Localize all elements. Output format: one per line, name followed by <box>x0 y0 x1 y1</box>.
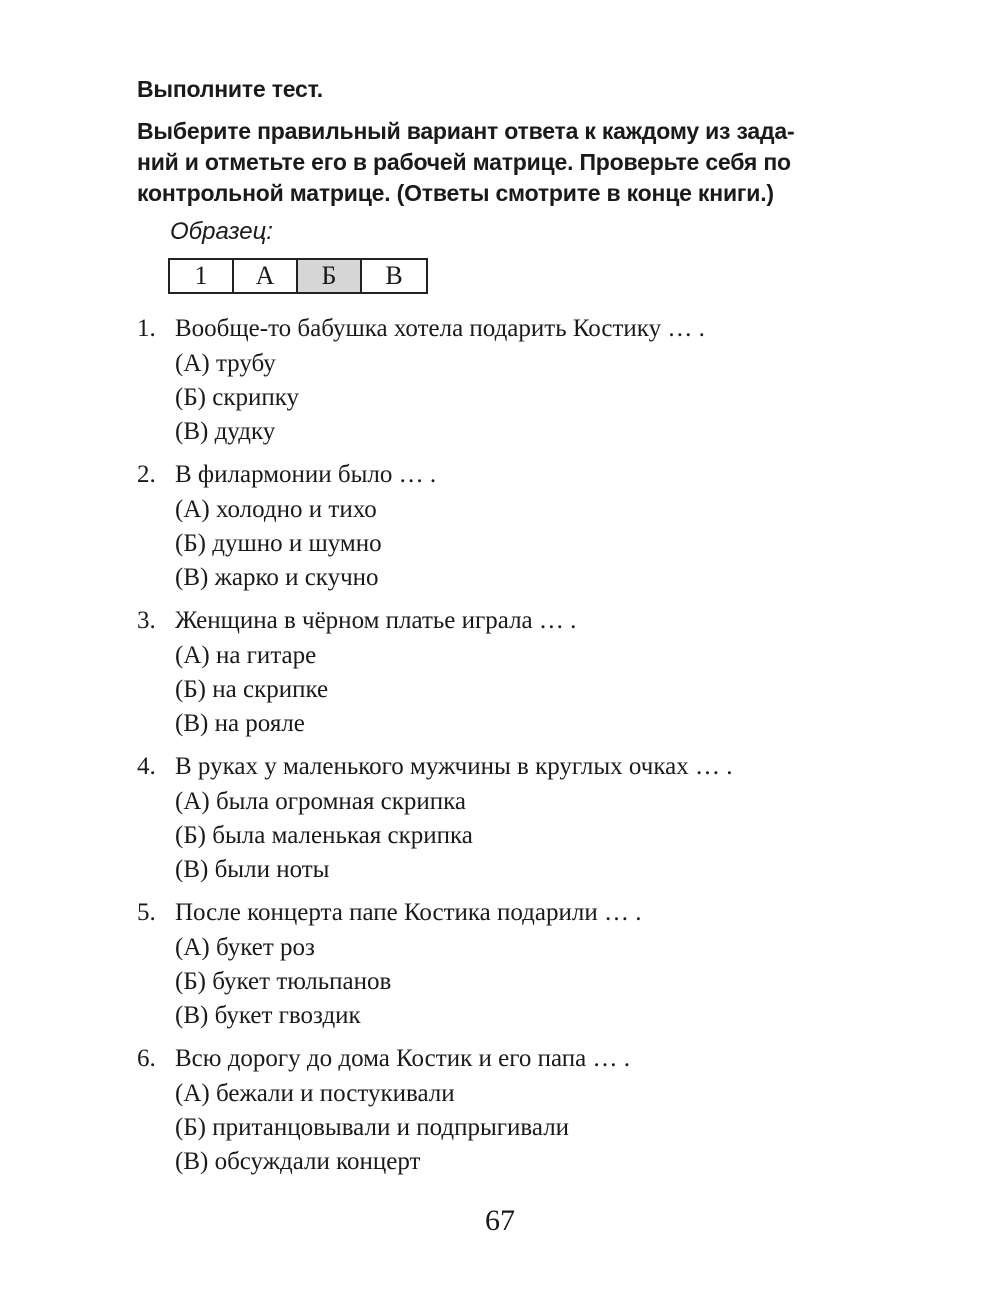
question-text: Женщина в чёрном платье играла … . <box>175 607 577 634</box>
question-number: 5. <box>137 899 156 926</box>
instructions-body <box>137 116 877 209</box>
question-line <box>137 1040 897 1077</box>
answer-option: (Б) на скрипке <box>175 676 329 703</box>
answer-options <box>137 785 897 887</box>
answer-option: (Б) душно и шумно <box>175 530 382 557</box>
answer-option: (А) трубу <box>175 350 276 377</box>
question-line <box>137 602 897 639</box>
answer-option: (Б) пританцовывали и подпрыгивали <box>175 1114 570 1141</box>
instructions-line: контрольной матрице. (Ответы смотрите в конце книги.) <box>137 180 774 206</box>
answer-option: (А) на гитаре <box>175 642 317 669</box>
answer-options <box>137 931 897 1033</box>
question-text: В филармонии было … . <box>175 461 437 488</box>
answer-option: (А) холодно и тихо <box>175 496 377 523</box>
answer-option: (В) букет гвоздик <box>175 1002 361 1029</box>
answer-option: (В) дудку <box>175 418 276 445</box>
instructions <box>137 72 877 209</box>
question-text: Всю дорогу до дома Костик и его папа … . <box>175 1045 630 1072</box>
question-number: 2. <box>137 461 156 488</box>
sample-cell-b: Б <box>298 260 362 292</box>
sample-cell-v: В <box>385 261 403 290</box>
sample-matrix <box>168 258 428 294</box>
question-number: 3. <box>137 607 156 634</box>
sample-cell-a: А <box>234 260 298 292</box>
instructions-title: Выполните тест. <box>137 76 323 102</box>
answer-option: (В) были ноты <box>175 856 330 883</box>
question <box>137 894 897 1033</box>
question-text: После концерта папе Костика подарили … . <box>175 899 642 926</box>
question-line <box>137 748 897 785</box>
question <box>137 602 897 741</box>
question-line <box>137 456 897 493</box>
answer-options <box>137 493 897 595</box>
question-number: 4. <box>137 753 156 780</box>
sample-cell-number: 1 <box>170 260 234 292</box>
answer-option: (Б) букет тюльпанов <box>175 968 392 995</box>
question-line <box>137 894 897 931</box>
answer-options <box>137 1077 897 1179</box>
answer-option: (В) жарко и скучно <box>175 564 379 591</box>
answer-option: (В) на рояле <box>175 710 305 737</box>
answer-option: (А) бежали и постукивали <box>175 1080 455 1107</box>
question-number: 1. <box>137 315 156 342</box>
instructions-line: ний и отметьте его в рабочей матрице. Проверьте себя по <box>137 149 791 175</box>
answer-option: (Б) была маленькая скрипка <box>175 822 473 849</box>
question <box>137 310 897 449</box>
question-line <box>137 310 897 347</box>
question <box>137 748 897 887</box>
answer-options <box>137 347 897 449</box>
question-text: В руках у маленького мужчины в круглых очках … . <box>175 753 733 780</box>
sample-label: Образец: <box>170 218 273 245</box>
answer-option: (А) букет роз <box>175 934 315 961</box>
answer-option: (Б) скрипку <box>175 384 300 411</box>
question <box>137 456 897 595</box>
answer-option: (А) была огромная скрипка <box>175 788 466 815</box>
question <box>137 1040 897 1179</box>
answer-option: (В) обсуждали концерт <box>175 1148 421 1175</box>
page-number: 67 <box>485 1204 515 1237</box>
instructions-line: Выберите правильный вариант ответа к каждому из зада- <box>137 118 795 144</box>
question-list <box>137 310 897 1186</box>
answer-options <box>137 639 897 741</box>
question-number: 6. <box>137 1045 156 1072</box>
question-text: Вообще-то бабушка хотела подарить Костику … . <box>175 315 705 342</box>
